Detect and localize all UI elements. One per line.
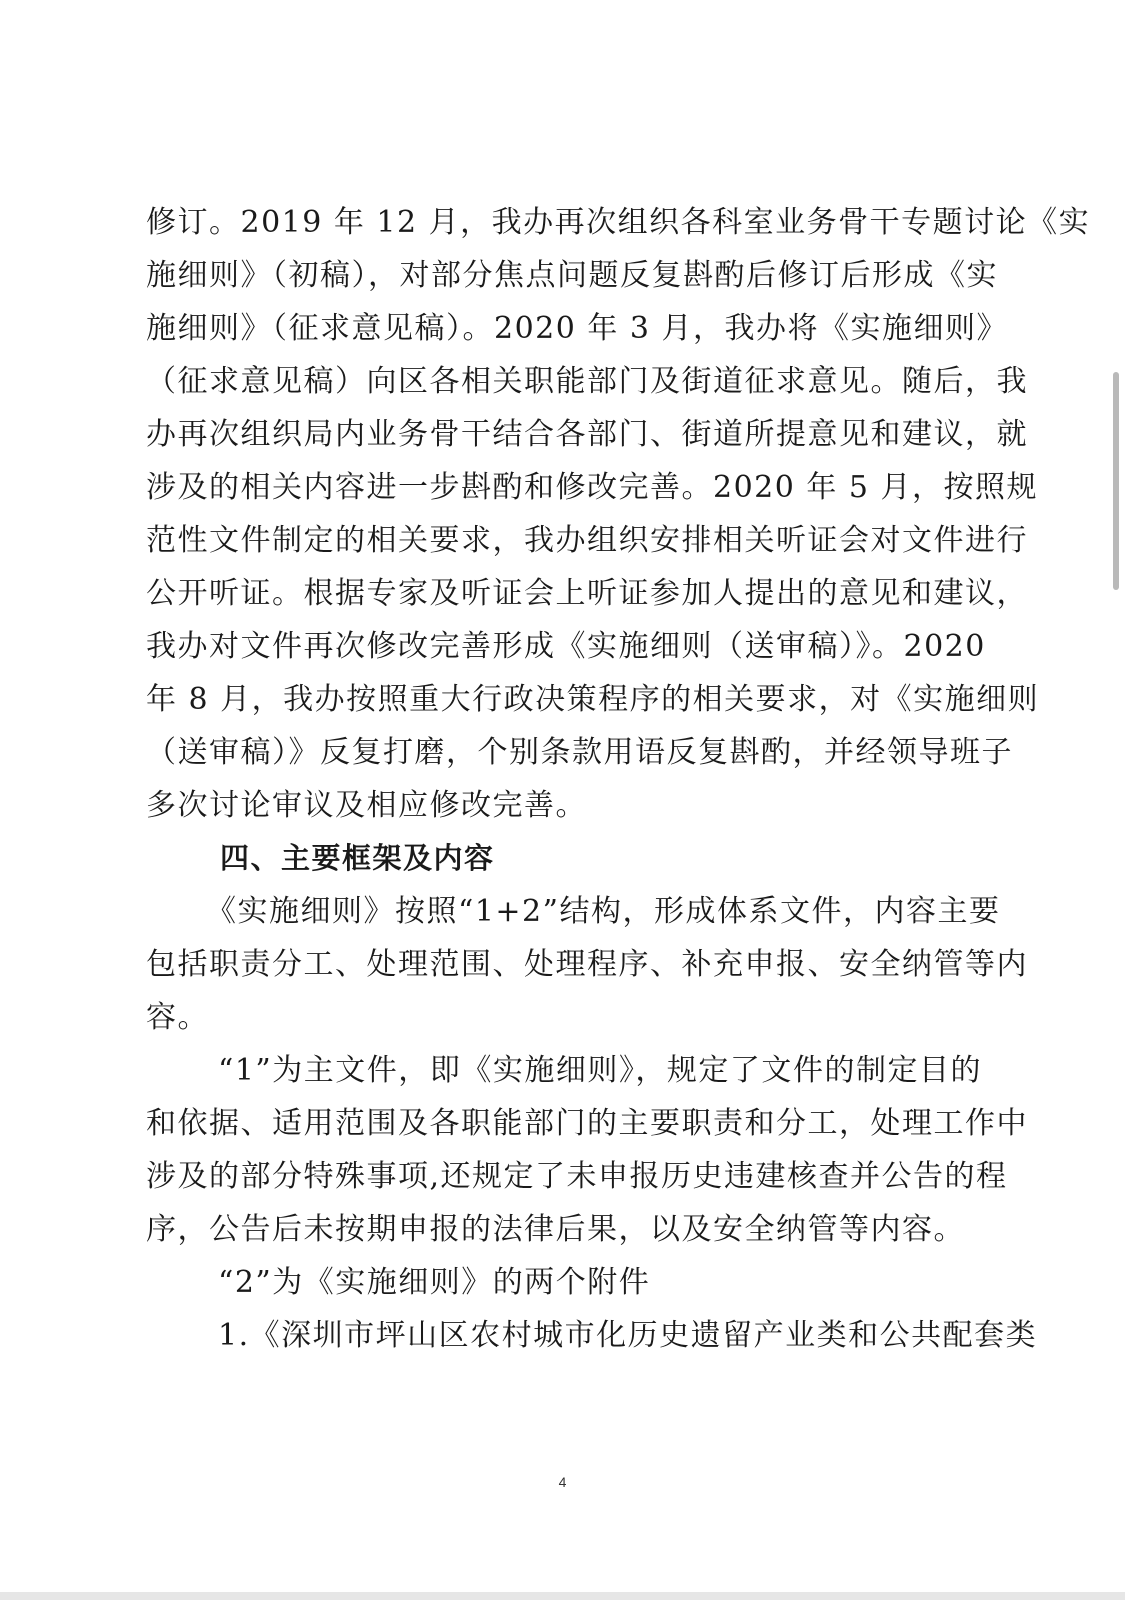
text-line: 1.《深圳市坪山区农村城市化历史遗留产业类和公共配套类: [218, 1318, 1038, 1353]
text-line: 施细则》（征求意见稿）。2020 年 3 月，我办将《实施细则》: [146, 311, 1009, 346]
page-number: 4: [558, 1474, 567, 1490]
scrollbar-thumb[interactable]: [1113, 372, 1119, 590]
text-line: 办再次组织局内业务骨干结合各部门、街道所提意见和建议，就: [146, 417, 1028, 452]
vertical-scrollbar[interactable]: [1109, 0, 1125, 1600]
text-line: 涉及的部分特殊事项,还规定了未申报历史违建核查并公告的程: [146, 1159, 1008, 1194]
text-line: 施细则》（初稿），对部分焦点问题反复斟酌后修订后形成《实: [146, 258, 998, 293]
text-line: 范性文件制定的相关要求，我办组织安排相关听证会对文件进行: [146, 523, 1028, 558]
text-line: 《实施细则》按照“1+2”结构，形成体系文件，内容主要: [206, 894, 1001, 929]
section-heading: 四、主要框架及内容: [220, 841, 495, 875]
text-line: （征求意见稿）向区各相关职能部门及街道征求意见。随后，我: [146, 364, 1028, 399]
text-line: “2”为《实施细则》的两个附件: [218, 1265, 651, 1300]
text-line: 多次讨论审议及相应修改完善。: [146, 788, 587, 823]
text-line: （送审稿）》反复打磨，个别条款用语反复斟酌，并经领导班子: [146, 735, 1013, 770]
text-line: 修订。2019 年 12 月，我办再次组织各科室业务骨干专题讨论《实: [146, 205, 1091, 240]
text-line: 涉及的相关内容进一步斟酌和修改完善。2020 年 5 月，按照规: [146, 470, 1039, 505]
text-line: 序，公告后未按期申报的法律后果，以及安全纳管等内容。: [146, 1212, 965, 1247]
document-body: [146, 196, 1091, 1362]
text-line: 公开听证。根据专家及听证会上听证参加人提出的意见和建议，: [146, 576, 1028, 611]
text-line: 和依据、适用范围及各职能部门的主要职责和分工，处理工作中: [146, 1106, 1028, 1141]
text-line: “1”为主文件，即《实施细则》，规定了文件的制定目的: [218, 1053, 982, 1088]
text-line: 我办对文件再次修改完善形成《实施细则（送审稿）》。2020: [146, 629, 986, 664]
text-line: 容。: [146, 1000, 209, 1035]
page-bottom-edge: [0, 1592, 1125, 1600]
text-line: 包括职责分工、处理范围、处理程序、补充申报、安全纳管等内: [146, 947, 1028, 982]
text-line: 年 8 月，我办按照重大行政决策程序的相关要求，对《实施细则: [146, 682, 1040, 717]
